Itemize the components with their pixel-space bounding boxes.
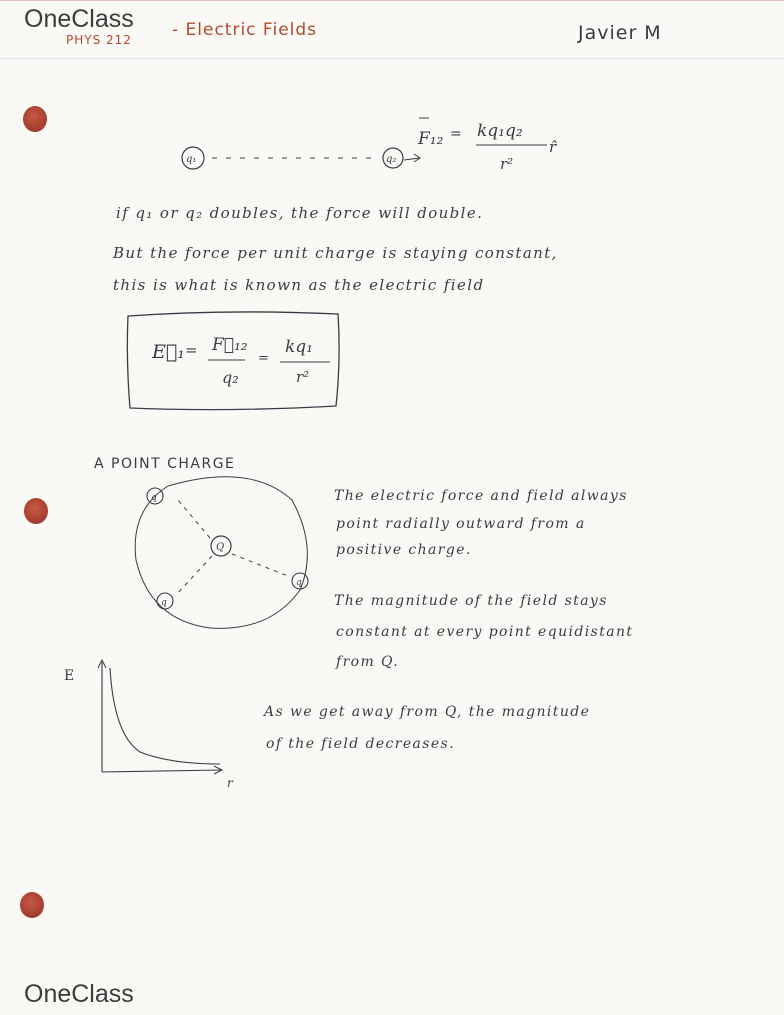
coulomb-equals: = (450, 126, 462, 142)
graph-x-label: r (227, 776, 235, 790)
graph-x-axis (102, 770, 222, 772)
oneclass-logo: OneClass (24, 5, 134, 33)
point-charge-desc-1-line-3: positive charge. (336, 542, 472, 558)
force-symbol: F₁₂ (418, 129, 444, 149)
point-charge-heading: A POINT CHARGE (94, 456, 236, 472)
author-name: Javier M (578, 22, 662, 44)
box-frac1-numerator: F⃗₁₂ (212, 335, 248, 355)
coulomb-numerator: kq₁q₂ (477, 121, 523, 141)
point-charge-desc-2-line-2: constant at every point equidistant (336, 624, 634, 640)
point-charge-desc-1-line-1: The electric force and field always (334, 488, 628, 504)
graph-desc-line-1: As we get away from Q, the magnitude (264, 704, 591, 720)
graph-decay-curve (110, 668, 220, 764)
graph-y-label: E (64, 668, 76, 684)
field-symbol-E1: E⃗₁ (152, 341, 185, 363)
note-line-1: if q₁ or q₂ doubles, the force will double. (116, 204, 484, 222)
course-code: PHYS 212 (66, 33, 132, 47)
point-charge-diagram (135, 477, 308, 629)
box-frac2-denominator: r² (296, 368, 310, 386)
field-line-lower-left (176, 556, 212, 595)
point-charge-desc-1-line-2: point radially outward from a (336, 516, 586, 532)
field-line-upper-left (178, 500, 210, 538)
box-frac1-denominator: q₂ (222, 368, 239, 387)
electric-field-box (127, 312, 339, 410)
box-frac2-numerator: kq₁ (285, 337, 313, 357)
test-charge-label-1: q (151, 493, 157, 503)
page-title: - Electric Fields (172, 20, 318, 40)
point-charge-desc-2-line-1: The magnitude of the field stays (334, 593, 608, 609)
unit-vector-r: r̂ (549, 138, 557, 156)
coulomb-denominator: r² (500, 155, 514, 173)
note-line-2: But the force per unit charge is staying constant, (113, 244, 558, 262)
field-line-right (232, 554, 288, 576)
footer-oneclass-logo: OneClass (24, 980, 134, 1008)
charge1-label: q₁ (186, 154, 197, 165)
note-line-3: this is what is known as the electric field (113, 276, 485, 294)
point-charge-desc-2-line-3: from Q. (336, 654, 400, 670)
test-charge-label-3: q (161, 598, 167, 608)
test-charge-label-2: q (296, 578, 302, 588)
coulomb-diagram (182, 118, 557, 173)
source-charge-label: Q (216, 542, 225, 553)
box-equals-1: = (185, 341, 198, 359)
charge2-label: q₂ (386, 154, 397, 165)
graph-desc-line-2: of the field decreases. (266, 736, 455, 752)
box-equals-2: = (258, 351, 269, 366)
field-vs-distance-graph (98, 660, 222, 774)
